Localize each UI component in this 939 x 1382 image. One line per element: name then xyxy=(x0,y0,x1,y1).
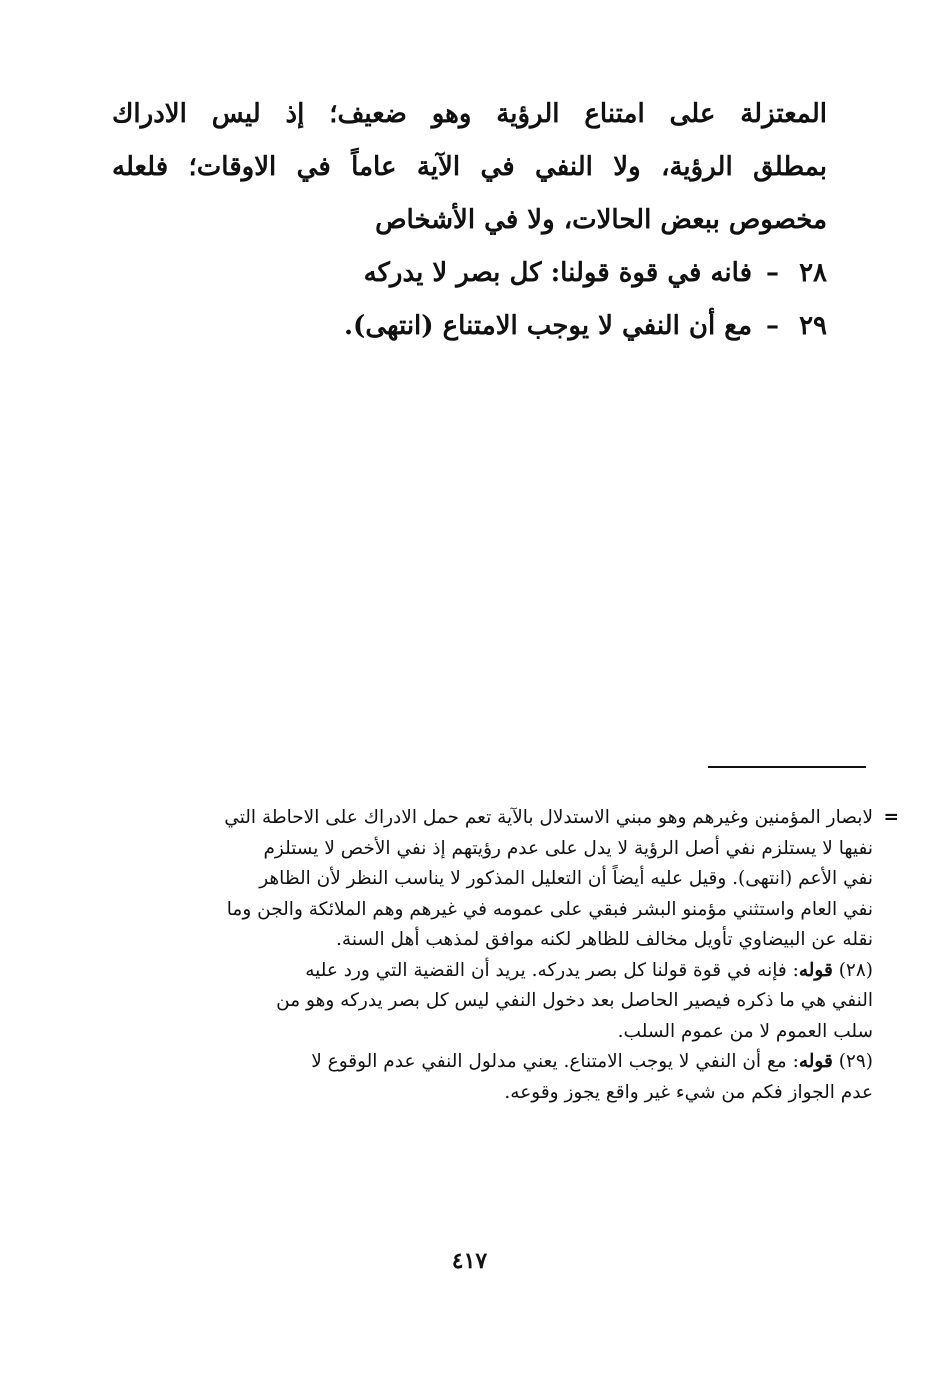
footnote-separator-rule xyxy=(708,766,866,768)
main-line-1: المعتزلة على امتناع الرؤية وهو ضعيف؛ إذ ليس الادراك xyxy=(112,99,827,129)
dash-separator: – xyxy=(766,311,779,341)
footnote-28-line-3: سلب العموم لا من عموم السلب. xyxy=(617,1020,873,1042)
line-number-29: ٢٩ xyxy=(799,311,827,341)
footnote-29-line-2: عدم الجواز فكم من شيء غير واقع يجوز وقوعه. xyxy=(504,1081,873,1103)
line-number-28: ٢٨ xyxy=(799,258,827,288)
footnote-continuation-line-1: لابصار المؤمنين وغيرهم وهو مبني الاستدلال بالآية تعم حمل الادراك على الاحاطة التي xyxy=(224,807,873,828)
footnote-28-line-1 xyxy=(125,956,873,987)
main-line-2: بمطلق الرؤية، ولا النفي في الآية عاماً في الاوقات؛ فلعله xyxy=(112,152,827,182)
footnote-text: : فإنه في قوة قولنا كل بصر يدركه. يريد أن القضية التي ورد عليه xyxy=(305,959,799,981)
footnote-keyword: قوله xyxy=(798,1051,833,1072)
footnote-continuation-line-2: نفيها لا يستلزم نفي أصل الرؤية لا يدل على عدم رؤيتهم إذ نفي الأخص لا يستلزم xyxy=(263,837,873,859)
main-line-3: مخصوص ببعض الحالات، ولا في الأشخاص xyxy=(375,205,827,235)
footnote-continuation-line-4: نفي العام واستثني مؤمنو البشر فبقي على عمومه في غيرهم وهم الملائكة والجن وما xyxy=(226,898,873,920)
footnote-ref-29: (٢٩) xyxy=(838,1051,873,1072)
footnote-28-line-2: النفي هي ما ذكره فيصير الحاصل بعد دخول النفي ليس كل بصر يدركه وهو من xyxy=(276,990,873,1011)
footnote-keyword: قوله xyxy=(798,959,833,981)
footnotes-block xyxy=(125,803,899,1108)
page-number: ٤١٧ xyxy=(451,1248,488,1274)
numbered-line-28 xyxy=(112,247,827,300)
footnote-text: : مع أن النفي لا يوجب الامتناع. يعني مدلول النفي عدم الوقوع لا xyxy=(311,1051,799,1072)
numbered-text-28: فانه في قوة قولنا: كل بصر لا يدركه xyxy=(363,258,752,288)
footnote-continuation-line-3: نفي الأعم (انتهى). وقيل عليه أيضاً أن التعليل المذكور لا يناسب النظر لأن الظاهر xyxy=(259,868,873,889)
numbered-line-29 xyxy=(112,300,827,353)
numbered-text-29: مع أن النفي لا يوجب الامتناع (انتهى). xyxy=(343,311,752,341)
footnote-ref-28: (٢٨) xyxy=(838,959,873,981)
dash-separator: – xyxy=(766,258,779,288)
footnote-29-line-1 xyxy=(125,1047,873,1078)
main-text-block xyxy=(112,88,827,353)
footnote-continuation-line-5: نقله عن البيضاوي تأويل مخالف للظاهر لكنه موافق لمذهب أهل السنة. xyxy=(336,929,873,950)
continuation-mark: = xyxy=(883,807,899,828)
